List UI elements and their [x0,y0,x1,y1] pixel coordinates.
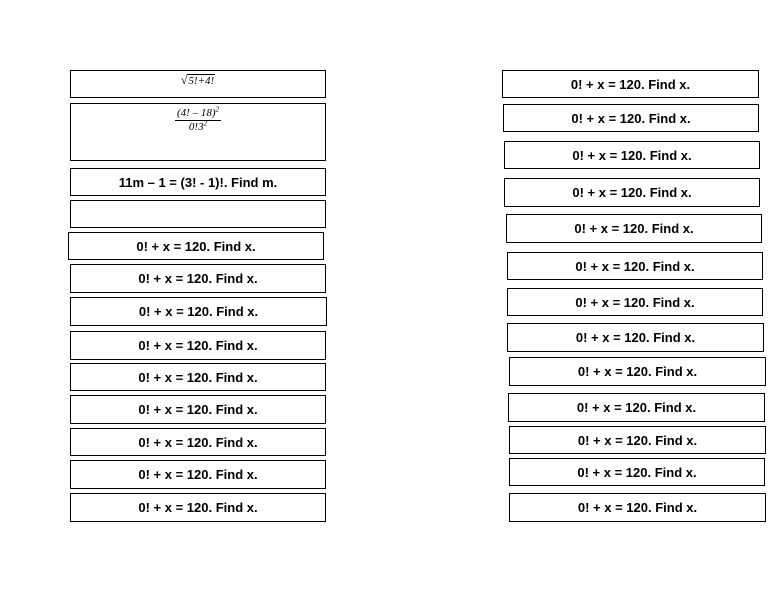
card-right-4: 0! + x = 120. Find x. [504,178,760,207]
card-left-3: 11m – 1 = (3! - 1)!. Find m. [70,168,326,196]
radicand: 5!+4! [188,75,215,87]
card-right-8: 0! + x = 120. Find x. [507,323,764,352]
card-left-4 [70,200,326,228]
card-left-11: 0! + x = 120. Find x. [70,428,326,456]
square-root-expression [181,74,215,87]
card-left-13: 0! + x = 120. Find x. [70,493,326,522]
card-right-6: 0! + x = 120. Find x. [507,252,763,280]
card-left-12: 0! + x = 120. Find x. [70,460,326,489]
card-right-9: 0! + x = 120. Find x. [509,357,766,386]
card-right-5: 0! + x = 120. Find x. [506,214,762,243]
card-left-5: 0! + x = 120. Find x. [68,232,324,260]
card-left-8: 0! + x = 120. Find x. [70,331,326,360]
card-left-1 [70,70,326,98]
card-right-1: 0! + x = 120. Find x. [502,70,759,98]
card-right-7: 0! + x = 120. Find x. [507,288,763,316]
card-right-13: 0! + x = 120. Find x. [509,493,766,522]
card-left-2 [70,103,326,161]
card-left-7: 0! + x = 120. Find x. [70,297,327,326]
card-left-10: 0! + x = 120. Find x. [70,395,326,424]
card-right-12: 0! + x = 120. Find x. [509,458,765,486]
card-right-2: 0! + x = 120. Find x. [503,104,759,132]
card-left-9: 0! + x = 120. Find x. [70,363,326,391]
radical-sign: √ [180,73,188,87]
card-right-11: 0! + x = 120. Find x. [509,426,766,454]
fraction-expression [175,107,221,134]
card-left-6: 0! + x = 120. Find x. [70,264,326,293]
fraction-denominator: $0!3^2$ [188,119,208,133]
card-right-10: 0! + x = 120. Find x. [508,393,765,422]
fraction-numerator: (4! – 18)$^2$ [177,105,219,119]
card-right-3: 0! + x = 120. Find x. [504,141,760,169]
